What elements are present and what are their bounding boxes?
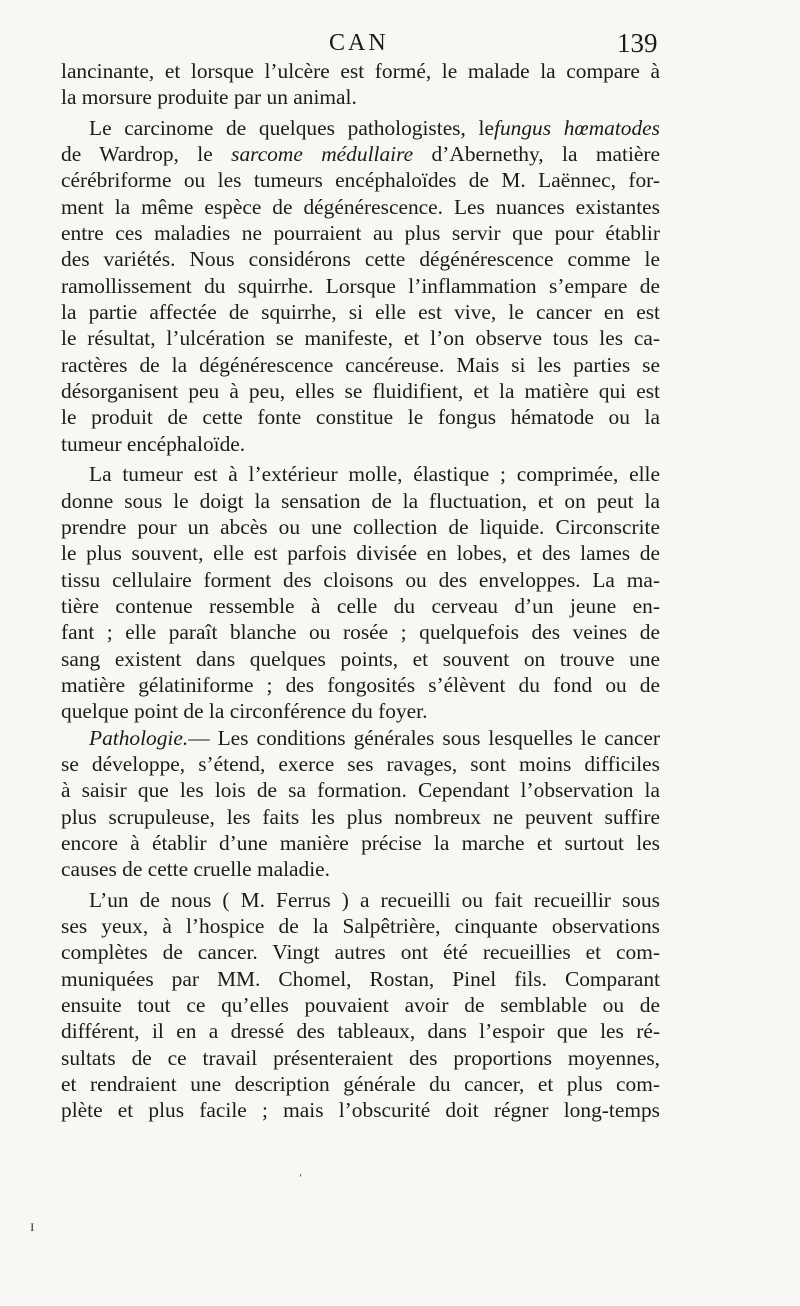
text-line: le résultat, l’ulcération se manifeste, et l’on observe tous les ca- (61, 326, 660, 351)
text-line: le produit de cette fonte constitue le fongus hématode ou la (61, 405, 660, 430)
text-segment: — Les conditions générales sous lesquelles le cancer (188, 725, 660, 750)
text-line: La tumeur est à l’extérieur molle, élastique ; comprimée, elle (89, 462, 660, 487)
paragraph-5 (61, 887, 660, 1124)
text-line: entre ces maladies ne pourraient au plus servir que pour établir (61, 221, 660, 246)
text-line: tière contenue ressemble à celle du cerveau d’un jeune en- (61, 593, 660, 618)
section-lead: Pathologie. (89, 725, 189, 750)
text-line: à saisir que les lois de sa formation. Cependant l’observation la (61, 778, 660, 803)
text-line: quelque point de la circonférence du foyer. (61, 699, 428, 724)
paragraph-2 (61, 115, 660, 457)
text-line: prendre pour un abcès ou une collection de liquide. Circonscrite (61, 514, 660, 539)
text-line: ses yeux, à l’hospice de la Salpêtrière, cinquante observations (61, 914, 660, 938)
text-segment: de Wardrop, le (61, 142, 213, 167)
text-line: la morsure produite par un animal. (61, 85, 357, 110)
text-line: lancinante, et lorsque l’ulcère est formé, le malade la compare à (61, 59, 660, 83)
text-line: complètes de cancer. Vingt autres ont été recueillies et com- (61, 940, 660, 965)
page-number: 139 (617, 28, 658, 58)
italic-term: sarcome médullaire (231, 142, 414, 167)
text-line: matière gélatiniforme ; des fongosités s’élèvent du fond ou de (61, 672, 660, 697)
text-line: L’un de nous ( M. Ferrus ) a recueilli ou fait recueillir sous (89, 887, 660, 912)
text-line: ensuite tout ce qu’elles pouvaient avoir de semblable ou de (61, 993, 660, 1018)
text-line: des variétés. Nous considérons cette dégénérescence comme le (61, 247, 660, 272)
running-head (0, 30, 800, 60)
text-line: fant ; elle paraît blanche ou rosée ; quelquefois des veines de (61, 620, 660, 645)
text-line: causes de cette cruelle maladie. (61, 857, 331, 882)
text-segment: d’Abernethy, la matière (431, 142, 660, 167)
paragraph-1 (61, 58, 660, 111)
ink-speck: ˌ (298, 1160, 304, 1177)
text-line: sang existent dans quelques points, et souvent on trouve une (61, 646, 660, 671)
text-line: plus scrupuleuse, les faits les plus nombreux ne peuvent suffire (61, 804, 660, 829)
text-line: muniquées par MM. Chomel, Rostan, Pinel fils. Comparant (61, 966, 660, 991)
text-line: cérébriforme ou les tumeurs encéphaloïdes de M. Laënnec, for- (61, 168, 660, 193)
text-line: tissu cellulaire forment des cloisons ou des enveloppes. La ma- (61, 567, 660, 592)
text-line: se développe, s’étend, exerce ses ravages, sont moins difficiles (61, 751, 660, 776)
text-line: sultats de ce travail présenteraient des proportions moyennes, (61, 1045, 660, 1070)
text-line: différent, il en a dressé des tableaux, dans l’espoir que les ré- (61, 1019, 660, 1044)
running-title: CAN (329, 30, 389, 56)
text-line: encore à établir d’une manière précise la marche et surtout les (61, 830, 660, 855)
text-line (61, 141, 660, 167)
italic-term: fungus hœmatodes (494, 115, 660, 140)
paragraph-4 (61, 725, 660, 883)
body-text (61, 58, 660, 1124)
text-line: tumeur encéphaloïde. (61, 431, 246, 456)
text-line: donne sous le doigt la sensation de la fluctuation, et on peut la (61, 488, 660, 513)
text-line: la partie affectée de squirrhe, si elle est vive, le cancer en est (61, 300, 660, 325)
text-line: le plus souvent, elle est parfois divisée en lobes, et des lames de (61, 541, 660, 566)
text-line: plète et plus facile ; mais l’obscurité doit régner long-temps (61, 1098, 660, 1123)
text-line: ramollissement du squirrhe. Lorsque l’inflammation s’empare de (61, 273, 660, 298)
text-line: désorganisent peu à peu, elles se fluidifient, et la matière qui est (61, 379, 660, 404)
paragraph-3 (61, 461, 660, 724)
text-segment: Le carcinome de quelques pathologistes, le (89, 115, 494, 140)
text-line: ractères de la dégénérescence cancéreuse. Mais si les parties se (61, 352, 660, 377)
text-line: et rendraient une description générale du cancer, et plus com- (61, 1072, 660, 1097)
text-line (61, 725, 660, 751)
text-line (61, 115, 660, 141)
ink-speck: ɪ (30, 1218, 35, 1235)
text-line: ment la même espèce de dégénérescence. Les nuances existantes (61, 194, 660, 219)
